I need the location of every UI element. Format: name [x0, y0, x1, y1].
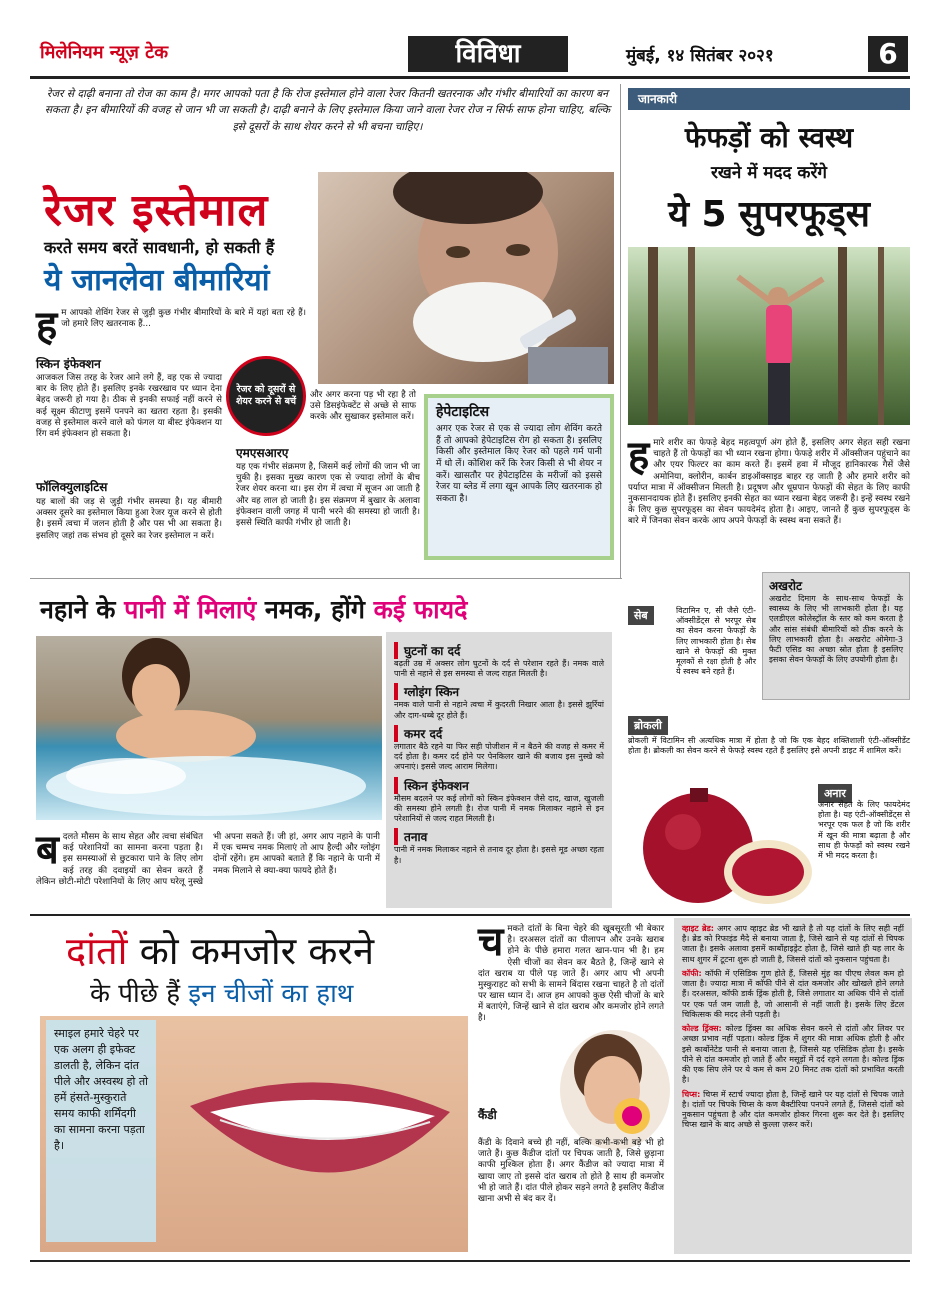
date-line: मुंबई, १४ सितंबर २०२१: [626, 46, 774, 66]
teeth-title-c: के पीछे हैं: [90, 979, 189, 1009]
benefit-back-title: कमर दर्द: [394, 725, 604, 742]
salt-title-b: पानी में मिलाएं: [124, 595, 257, 624]
food-chips: [682, 1090, 904, 1131]
razor-skin-text: आजकल जिस तरह के रेजर आने लगे हैं, वह एक से ज्यादा बार के लिए होते हैं। इसलिए इनके रखरखाव पर ध्यान देना बेहद जरूरी हो गया है। ठीक से इनकी सफाई नहीं करने से कई सूक्ष्म कीटाणु इसमें पनपने का खतरा रहता है। इसकी वजह से इस्तेमाल करने वाले को फंगल या बीस्ट इंफेक्शन या रिंग वर्म इंफेक्शन हो सकता है।: [36, 373, 222, 439]
razor-title-line3: ये जानलेवा बीमारियां: [44, 263, 270, 298]
benefit-glow-title: ग्लोइंग स्किन: [394, 683, 604, 700]
salt-title: [40, 592, 467, 626]
razor-mid-text: और अगर करना पड़ भी रहा है तो उसे डिसइंफेक्टेंट से अच्छे से साफ करके और सुखाकर इस्तेमाल करें।: [310, 390, 416, 423]
apple-title: [628, 604, 654, 625]
lungs-title-3: ये 5 सुपरफूड्स: [668, 194, 870, 235]
section-title: विविधा: [455, 39, 521, 69]
razor-title-line2: करते समय बरतें सावधानी, हो सकती हैं: [44, 238, 275, 257]
lungs-title-1: फेफड़ों को स्वस्थ: [684, 121, 854, 154]
lungs-title-2: रखने में मदद करेंगे: [710, 163, 827, 183]
benefit-skin-title: स्किन इंफेक्शन: [394, 777, 604, 794]
razor-badge-text: रेजर को दूसरों से शेयर करने से बचें: [235, 383, 297, 407]
mid-rule: [30, 578, 622, 579]
candy-text: कैंडी के दिवाने बच्चे ही नहीं, बल्कि कभी-कभी बड़े भी हो जाते हैं। कुछ कैंडीज दांतों पर चिपक जाती है, जिसे छुड़ाना काफी मुश्किल होता हैं। अगर कैंडीज को ज्यादा मात्रा में खाया जाए तो इससे दांत खराब तो होते है साथ ही कमजोर भी हो जाते हैं। दांत पीले होकर सड़ने लगते है इसलिए कैंडीज खाना अभी से बंद कर दें।: [478, 1138, 664, 1204]
razor-folli-text: यह बालों की जड़ से जुड़ी गंभीर समस्या है। यह बीमारी अक्सर दूसरे का इस्तेमाल किया हुआ रेजर यूज करने से होती है। इसमें त्वचा में जलन होती है और पस भी आ सकता है। इसलिए जहां तक संभव हो दूसरे का रेजर इस्तेमाल न करें।: [36, 497, 222, 541]
teeth-title-1: [66, 924, 374, 976]
food-bread-title: व्हाइट ब्रेड:: [682, 924, 715, 933]
teeth-lead-text: मकते दांतों के बिना चेहरे की खूबसूरती भी बेकार है। दरअसल दांतों का पीलापन और उनके खराब होने के पीछे हमारा गलत खान-पान भी है। हम ऐसी चीजों का सेवन कर बैठते है, जिन्हें खाने से दांत खराब या पीले पड़ जाते हैं। अगर आप भी अपनी मुस्कुराहट को सभी के सामने बिंदास रखना चाहते है तो दांतों पर खास ध्यान दें। आज हम आपको कुछ ऐसी चीजों के बारे में बताएंगे, जिन्हें खाने से दांत खराब और कमजोर होने लगते है।: [478, 924, 664, 1024]
pom-text: अनार सेहत के लिए फायदेमंद होता है। यह एंटी-ऑक्सीडेंट्स से भरपूर एक फल है जो कि शरीर में खून की मात्रा बढ़ाता है और साथ ही फेफड़ों को स्वस्थ रखने में भी मदद करता है।: [818, 800, 910, 861]
razor-lead-text: म आपको शेविंग रेजर से जुड़ी कुछ गंभीर बीमारियों के बारे में यहां बता रहे हैं। जो हमारे लिए खतरनाक हैं...: [61, 308, 306, 330]
walnut-title: अखरोट: [769, 579, 803, 593]
food-bread-text: अगर आप व्हाइट ब्रेड भी खाते है तो यह दांतों के लिए सही नहीं है। ब्रेड को रिफाइंड मैदे से बनाया जाता है, जिसे खाने से यह दांतों से चिपक जाता है। इसके अलावा इसमें कार्बोहाइड्रेट होता है, जिसे खाते ही यह लार के साथ शुगर में टूटना शुरू हो जाती है, जिससे दांतों को नुकसान पहुंचता है।: [682, 924, 905, 964]
walnut-text: अखरोट दिमाग के साथ-साथ फेफड़ों के स्वास्थ्य के लिए भी लाभकारी होता है। यह एलडीएल कोलेस्ट्रॉल के स्तर को कम करता है और सांस संबंधी बीमारियों को ठीक करने के लिए लाभकारी होता है। अखरोट ओमेगा-3 फैटी एसिड का अच्छा स्रोत होता है इसलिए इसका सेवन फेफड़ों के लिए उपयोगी होता है।: [769, 594, 903, 665]
apple-title-label: सेब: [628, 606, 654, 625]
razor-title: रेजर इस्तेमाल: [44, 185, 269, 236]
razor-mrsa-text: यह एक गंभीर संक्रमण है, जिसमें कई लोगों की जान भी जा चुकी है। इसका मुख्य कारण एक से ज्यादा लोगों के बीच रेजर शेयर करना था। इस रोग में त्वचा में सूजन आ जाती है और वह लाल हो जाती है। इस संक्रमण में बुखार के अलावा इंफेक्शन वाली जगह में पानी भरने की समस्या हो जाती है। इससे स्थिति काफी गंभीर हो जाती है।: [236, 462, 420, 528]
teeth-title-2: [90, 974, 353, 1010]
apple-text: विटामिन ए, सी जैसे एंटी-ऑक्सीडेंट्स से भरपूर सेब का सेवन करना फेफड़ों के लिए लाभकारी होता है। सेब खाने से फेफड़ों की मुक्त मूलकों से रक्षा होती है और ये स्वस्थ बने रहते हैं।: [676, 606, 756, 677]
salt-title-c: नमक, होंगे: [256, 595, 374, 624]
lungs-lead-text: मारे शरीर का फेफड़े बेहद महत्वपूर्ण अंग होते हैं, इसलिए अगर सेहत सही रखना चाहते हैं तो फेफड़ों का भी ध्यान रखना होगा। फेफड़े शरीर में ऑक्सीजन पहुंचाने का और एयर फिल्टर का काम करते हैं। इसमें हवा में मौजूद हानिकारक गैसें जैसे अमोनिया, क्लोरीन, कार्बन डाइऑक्साइड बाहर रह जाती है और हमारे शरीर को पर्याप्त मात्रा में ऑक्सीजन मिलती है। प्रदूषण और धूम्रपान फेफड़ों की सेहत के लिए काफी नुकसानदायक होते हैं। इसलिए इनकी सेहत का ध्यान रखना बेहद जरूरी है। इन्हें स्वस्थ रखने के लिए कुछ सुपरफूड्स का सेवन फायदेमंद होता है। आइए, जानते हैं कुछ सुपरफूड्स के बारे में जिनका सेवन करके आप अपने फेफड़ों के स्वस्थ बना सकते हैं।: [628, 438, 910, 527]
benefit-knee-text: बढ़ती उम्र में अक्सर लोग घुटनों के दर्द से परेशान रहते हैं। नमक वाले पानी से नहाने से इस समस्या से जल्द राहत मिलती है।: [394, 659, 604, 679]
masthead: [30, 36, 910, 74]
shaving-photo: [318, 172, 614, 384]
razor-skin-title: स्किन इंफेक्शन: [36, 357, 101, 371]
food-cold-text: कोल्ड ड्रिंक्स का अधिक सेवन करने से दांतों और लिवर पर अच्छा प्रभाव नहीं पड़ता। कोल्ड ड्रिंक में शुगर की मात्रा अधिक होती है और इसे कार्बोनेटेड पानी से बनाया जाता है, जिससे यह एसिडिक होता है। इसके पीने से दांत कमजोर हो जाते हैं और मसूड़ों में दर्द रहने लगता है। कोल्ड ड्रिंक की एक सिप लेने पर ये कम से कम 20 मिनट तक दांतों को प्रभावित करती है।: [682, 1024, 904, 1085]
razor-mrsa-title: एमएसआरए: [236, 446, 289, 460]
food-bread: [682, 924, 904, 965]
page-number-box: [868, 36, 908, 72]
smile-text-box: [46, 1020, 156, 1242]
brand-name: मिलेनियम न्यूज़ टेक: [40, 42, 169, 63]
broccoli-title: [628, 714, 668, 735]
salt-benefits-box: [386, 632, 612, 908]
header-rule: [30, 76, 910, 79]
razor-intro: रेजर से दाढ़ी बनाना तो रोज का काम है। मगर आपको पता है कि रोज इस्तेमाल होने वाला रेजर कितनी खतरनाक और गंभीर बीमारियों का कारण बन सकता है। इन बीमारियों की वजह से जान भी जा सकती है। दाढ़ी बनाने के लिए इस्तेमाल किया जाने वाला रेजर रोज न सिर्फ साफ होना चाहिए, बल्कि इसे दूसरों के साथ शेयर करने से भी बचना चाहिए।: [44, 88, 611, 133]
lungs-tag-text: जानकारी: [638, 92, 678, 106]
section-title-box: [408, 36, 568, 72]
razor-folli-title: फॉलिक्युलाइटिस: [36, 480, 108, 494]
salt-lead-text: दलते मौसम के साथ सेहत और त्वचा संबंधित कई परेशानियों का सामना करना पड़ता है। इस समस्याओं से छुटकारा पाने के लिए लोग कई तरह की दवाइयों का सेवन करते हैं लेकिन छोटी-मोटी परेशानियों के लिए आप घरेलू नुस्खे भी अपना सकते हैं। जी हां, अगर आप नहाने के पानी में एक चम्मच नमक मिलाएं तो आप हैल्दी और ग्लोइंग दोनों रहेंगे। हम आपको बताते हैं कि नहाने के पानी में नमक मिलाने से क्या-क्या फायदे होते हैं।: [36, 832, 380, 887]
salt-lead: [36, 827, 380, 888]
column-divider: [620, 84, 621, 578]
teeth-title-b: को कमजोर करने: [127, 929, 375, 973]
food-chips-title: चिप्स:: [682, 1089, 701, 1099]
benefit-skin-text: मौसम बदलने पर कई लोगों को स्किन इंफेक्शन जैसे दाद, खाज, खुजली की समस्या होने लगती है। रोज पानी में नमक मिलाकर नहाने से इन परेशानियों से जल्द राहत मिलती है।: [394, 793, 604, 824]
teeth-title-a: दांतों: [66, 929, 128, 973]
teeth-foods-box: [674, 918, 912, 1254]
lungs-lead: [628, 433, 910, 527]
teeth-title-d: इन चीजों का हाथ: [188, 979, 354, 1009]
food-coffee: [682, 969, 904, 1020]
razor-lead: [36, 303, 306, 349]
lungs-dropcap: ह: [628, 433, 650, 479]
smile-text: स्माइल हमारे चेहरे पर एक अलग ही इफेक्ट डालती है, लेकिन दांत पीले और अस्वस्थ हो तो हमें हंसते-मुस्कुराते समय काफी शर्मिंदगी का सामना करना पड़ता है।: [54, 1027, 148, 1152]
page-number: 6: [878, 37, 898, 70]
razor-badge: [226, 356, 306, 436]
hepatitis-title: हेपेटाइटिस: [436, 404, 490, 420]
food-cold-title: कोल्ड ड्रिंक्स:: [682, 1024, 722, 1034]
food-coffee-text: कॉफी में एसिडिक गुण होते हैं, जिससे मुंह का पीएच लेवल कम हो जाता है। ज्यादा मात्रा में कॉफी पीने से दांत कमजोर और खोखले होने लगते हैं। दरअसल, कॉफी डार्क ड्रिंक होती है, जिसे लगातार या अधिक पीने से दांतों पर एक पर्त जम जाती है, जो आसानी से नहीं जाती है। इसके लिए डेंटल चिकित्सक की मदद लेनी पड़ती है।: [682, 968, 904, 1019]
salt-dropcap: ब: [36, 827, 59, 873]
pom-title-label: अनार: [818, 784, 852, 803]
salt-title-d: कई फायदे: [373, 595, 468, 624]
food-cold: [682, 1024, 904, 1085]
benefit-stress-text: पानी में नमक मिलाकर नहाने से तनाव दूर होता है। इससे मूड अच्छा रहता है।: [394, 845, 604, 865]
teeth-lead: [478, 919, 664, 1025]
bath-photo: [36, 636, 382, 820]
hepatitis-box: [424, 394, 614, 560]
lower-rule: [30, 914, 910, 916]
food-chips-text: चिप्स में स्टार्च ज्यादा होता है, जिन्हें खाने पर यह दांतों से चिपक जाते है। दांतों पर चिपके चिप्स के कण बैक्टीरिया पनपने लगते हैं, जिससे दांतों को नुकसान पहुंचता है और दांत कमजोर होकर गिरना शुरू कर देते है। इसलिए चिप्स खाने के बाद अच्छे से कुल्ला ज़रूर करें।: [682, 1089, 904, 1130]
footer-rule: [30, 1260, 910, 1262]
benefit-glow-text: नमक वाले पानी से नहाने त्वचा में कुदरती निखार आता है। इससे झुर्रियां और दाग-धब्बे दूर होते हैं।: [394, 700, 604, 720]
walnut-box: [762, 572, 910, 700]
razor-dropcap: ह: [36, 303, 58, 349]
benefit-knee-title: घुटनों का दर्द: [394, 642, 604, 659]
pomegranate-photo: [628, 782, 814, 908]
lungs-tag: [628, 88, 910, 110]
broccoli-title-label: ब्रोकली: [628, 716, 668, 735]
candy-title: कैंडी: [478, 1108, 497, 1122]
benefit-back-text: लगातार बैठे रहने या फिर सही पोजीशन में न बैठने की वजह से कमर में दर्द होता है। कमर दर्द होने पर पेनकिलर खाने की बजाय इस नुस्खे को अपनाएं। इससे जल्द आराम मिलेगा।: [394, 741, 604, 772]
hepatitis-text: अगर एक रेजर से एक से ज्यादा लोग शेविंग करते हैं तो आपको हेपेटाइटिस रोग हो सकता है। इसलिए किसी और इस्तेमाल किए रेजर को पहले गर्म पानी में धो लें। कोशिश करें कि रेजर किसी से भी शेयर न करें। खासतौर पर हेपेटाइटिस के मरीजों को इससे रेजर या ब्लेड में लगा खून आपके लिए खतरनाक हो सकता है।: [436, 424, 602, 505]
broccoli-text: ब्रोकली में विटामिन सी अत्यधिक मात्रा में होता है जो कि एक बेहद शक्तिशाली एंटी-ऑक्सीडेंट होता है। ब्रोकली का सेवन करने से फेफड़े स्वस्थ रहते हैं इसलिए इसे अपनी डाइट में शामिल करें।: [628, 736, 910, 756]
teeth-dropcap: च: [478, 919, 504, 965]
forest-photo: [628, 247, 910, 425]
salt-title-a: नहाने के: [40, 595, 125, 624]
benefit-stress-title: तनाव: [394, 828, 604, 845]
lollipop-photo: [560, 1030, 670, 1150]
food-coffee-title: कॉफी:: [682, 968, 702, 978]
